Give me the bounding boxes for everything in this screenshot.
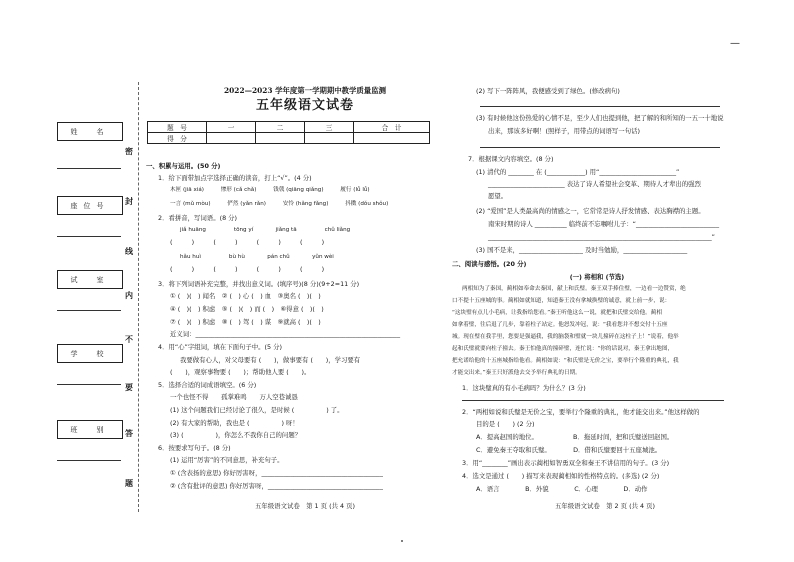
seal-char: 答 <box>125 429 133 438</box>
idiom-line[interactable]: ④ ( )( ) 积虑 ⑤ ( )( ) 而 ( ) ⑥得意 ( )( ) <box>170 305 324 313</box>
score-cell[interactable] <box>354 133 430 144</box>
score-header-cell: 二 <box>256 122 305 133</box>
seal-char: 内 <box>125 291 133 300</box>
question-line: (2) 写下一阵阵风，我便感受到了绿色。(修改病句) <box>476 87 620 95</box>
fill-line[interactable]: ______________________________________________________________________” <box>488 233 715 241</box>
passage-title: (一) 将相和 (节选) <box>569 273 625 281</box>
reading-question: 4．选文是通过 ( ) 描写来表现蔺相如的性格特点的。(多选) (2 分) <box>462 472 660 480</box>
passage-line: 起和氏璧就要向柱子撞去。秦王怕他真的撞碎璧，连忙说：“你的话说对，秦王拿出地图， <box>452 346 674 352</box>
seal-char: 封 <box>125 197 133 206</box>
score-row-label: 得 分 <box>148 133 207 144</box>
passage-line: 城。现在璧在我手里，您要是强逼我，我的脑袋和璧就一块儿撞碎在这柱子上！”说着，他举 <box>452 334 679 340</box>
score-header-cell: 一 <box>207 122 256 133</box>
class-field-label: 班 别 <box>57 420 123 439</box>
reading-question[interactable]: 目的是 ( ) (2 分) <box>476 420 535 428</box>
exam-title: 五年级语文试卷 <box>255 98 354 113</box>
seal-char: 要 <box>125 383 133 392</box>
fill-line[interactable]: 南宋时期的诗人 __________ 临终前不忘嘱咐儿子：“__________________________ <box>488 220 720 228</box>
exam-room-field-label: 试 室 <box>57 270 123 289</box>
page-dot <box>401 540 403 542</box>
question-line: 出来，那该多好啊！(照样子，用带点的词语写一句话) <box>488 127 640 135</box>
seal-char: 不 <box>125 335 133 344</box>
fill-line: 愿望。 <box>488 192 508 200</box>
question-line: (2) “爱国”是人类最高尚的情感之一，它常常是诗人抒发情感、表达胸襟的主题。 <box>476 207 705 215</box>
class-field-line <box>57 460 121 461</box>
write-sentence[interactable]: ② (含有批评的意思) 你好厉害呀，____________________________________ <box>170 482 383 490</box>
passage-line: 口不提十五座城的事。蔺相如就知道，知道秦王没有拿城换璧的诚意，就上前一步，说： <box>452 298 671 304</box>
corner-mark: — <box>730 38 740 49</box>
question-line: 一言 (mǔ mòu) 俨然 (yǎn rǎn) 安怜 (hǎng fǎng) 抖擞 (dǒu shǒu) <box>170 201 389 207</box>
fill-sentence[interactable]: (2) 有大家的帮助，我也是 ( ) 呀！ <box>170 419 299 427</box>
score-header-cell: 题 号 <box>148 122 207 133</box>
passage-line: 才能交出来。”秦王只好派他去交予举行典礼的日期。 <box>452 370 581 376</box>
answer-blank-line[interactable]: ( ) ( ) ( ) ( ) <box>170 238 325 246</box>
page-footer: 五年级语文试卷 第 2 页 (共 4 页) <box>555 502 655 510</box>
question-line: 3．将下列词语补充完整，并找出意义词。(填序号)(8 分)(9+2=11 分) <box>158 280 360 288</box>
section-heading: 二、阅读与感悟。(20 分) <box>452 260 527 268</box>
pinyin-line: jiǎ huāng tōng yí jiǎng tā chǔ liǎng <box>180 227 351 233</box>
question-line: 2．看拼音，写词语。(8 分) <box>158 214 238 222</box>
fill-sentence[interactable]: (1) 这个问题我们已经讨论了很久，是时候 ( ) 了。 <box>170 406 344 414</box>
score-cell[interactable] <box>256 133 305 144</box>
section-heading: 一、积累与运用。(50 分) <box>146 162 221 170</box>
question-line[interactable]: 我要做有心人，对父母要有 ( )，做事要有 ( )，学习要有 <box>180 356 361 364</box>
pinyin-line: hǎu huì bù hù pán chǔ yǔn wèi <box>180 254 334 260</box>
passage-line: 两相知为了秦国，蔺相如奉命去秦国，献上和氏璧。秦王双手捧住璧，一边看一边赞赏，绝 <box>462 286 686 292</box>
question-line[interactable]: ( )，观察事物要 ( )；帮助他人要 ( )。 <box>170 368 311 376</box>
fill-line[interactable]: (3) 国不是来，____________________ 及时当勉励，____________________ <box>476 246 688 254</box>
score-table <box>147 121 430 144</box>
school-field-label: 学 校 <box>57 344 123 363</box>
question-line: (1) 运用“厉害”的不同意思，补充句子。 <box>170 456 284 464</box>
school-field-line <box>57 384 121 385</box>
seal-line <box>138 82 139 512</box>
fill-sentence[interactable]: (3) ( )，你怎么不我你自己的问题？ <box>170 431 302 439</box>
choice-option[interactable]: A．提高赵国的地位。 B．拖延时间，把和氏璧送回赵国。 <box>476 433 674 441</box>
idiom-line[interactable]: ① ( )( ) 闻名 ② ( ) 心 ( ) 血 ③奥名 ( )( ) <box>170 292 321 300</box>
score-cell[interactable] <box>305 133 354 144</box>
page-footer: 五年级语文试卷 第 1 页 (共 4 页) <box>255 502 355 510</box>
reading-question: 1．这块璧真的有小毛病吗？为什么？(3 分) <box>462 384 586 392</box>
question-line: 6．按要求写句子。(8 分) <box>158 444 231 452</box>
reading-question: 2．“两相如说和氏璧是无价之宝，要举行个隆重的典礼，他才能交出来。”他这样做的 <box>462 408 700 416</box>
seat-number-field-label: 座位号 <box>57 196 123 215</box>
exam-room-field-line <box>57 310 121 311</box>
seal-char: 密 <box>125 147 133 156</box>
passage-line: “这块璧有点儿小毛病，让我指给您看。”秦王听他这么一说，就把和氏璧交给他。蔺相 <box>452 310 662 316</box>
answer-line[interactable] <box>462 400 724 401</box>
question-line: 木匣 (jiā xiá) 惨形 (cǎ chǎ) 钱戟 (qiāng qiǎng) 履行 (lǚ lǚ) <box>170 187 370 193</box>
score-header-cell: 合 计 <box>354 122 430 133</box>
score-cell[interactable] <box>207 133 256 144</box>
idiom-line[interactable]: ⑦ ( )( ) 积虑 ⑧ ( ) 驾 ( ) 谋 ⑨就高 ( )( ) <box>170 318 321 326</box>
passage-line: 如拿着璧，往后退了几步，靠着柱子站定。他怒发冲冠，说：“我看您并不想交付十五座 <box>452 322 668 328</box>
question-line: 7．根据课文内容填空。(8 分) <box>468 155 554 163</box>
question-line: 4．用“心”字组词，填在下面句子中。(5 分) <box>158 343 283 351</box>
seal-char: 线 <box>125 247 133 256</box>
synonym-line[interactable]: 近义词：________________________________________________________________ <box>170 330 401 338</box>
choice-option[interactable]: C．避免秦王夺取和氏璧。 D．借和氏璧要回十五座城池。 <box>476 446 662 454</box>
word-bank: 一个也怪不得 孤掌难鸣 万人空巷诚恳 <box>170 393 298 401</box>
question-line: (3) 有时候他这份热爱的心情不足，至少人们也提到他，把了解的和所知的一五一十地说 <box>476 114 724 122</box>
choice-option[interactable]: A．语言 B．外貌 C．心理 D．动作 <box>476 485 648 493</box>
seal-char: 题 <box>125 479 133 488</box>
answer-line[interactable] <box>480 106 720 107</box>
answer-blank-line[interactable]: ( ) ( ) ( ) ( ) <box>170 265 325 273</box>
fill-line[interactable]: (1) 清代的 ________ 在 (____________) 用“________________________” <box>476 168 680 176</box>
score-header-cell: 三 <box>305 122 354 133</box>
question-line: 1．给下面带加点字选择正确的读音，打上“√”。(4 分) <box>158 174 312 182</box>
name-field-label: 姓 名 <box>57 122 123 141</box>
exam-subtitle: 2022—2023 学年度第一学期期中教学质量监测 <box>224 86 386 95</box>
fill-line[interactable]: ________________________ 表达了诗人希望社会变革、期待人才辈出的强烈 <box>488 180 701 188</box>
reading-question: 3．用“________”画出表示蔺相如智勇双全和秦王不讲信用的句子。(3 分) <box>462 459 670 467</box>
answer-line[interactable] <box>480 147 720 148</box>
name-field-line <box>57 168 121 169</box>
passage-line: 把允诺给他的十五座城指给他看。蔺相如说：“和氏璧是无价之宝，要举行个隆重的典礼，我 <box>452 358 679 364</box>
seat-number-field-line <box>57 236 121 237</box>
question-line: 5．选择合适的词成语填空。(6 分) <box>158 381 257 389</box>
write-sentence[interactable]: ① (含表扬的意思) 你好厉害呀，______________________________________ <box>170 469 383 477</box>
